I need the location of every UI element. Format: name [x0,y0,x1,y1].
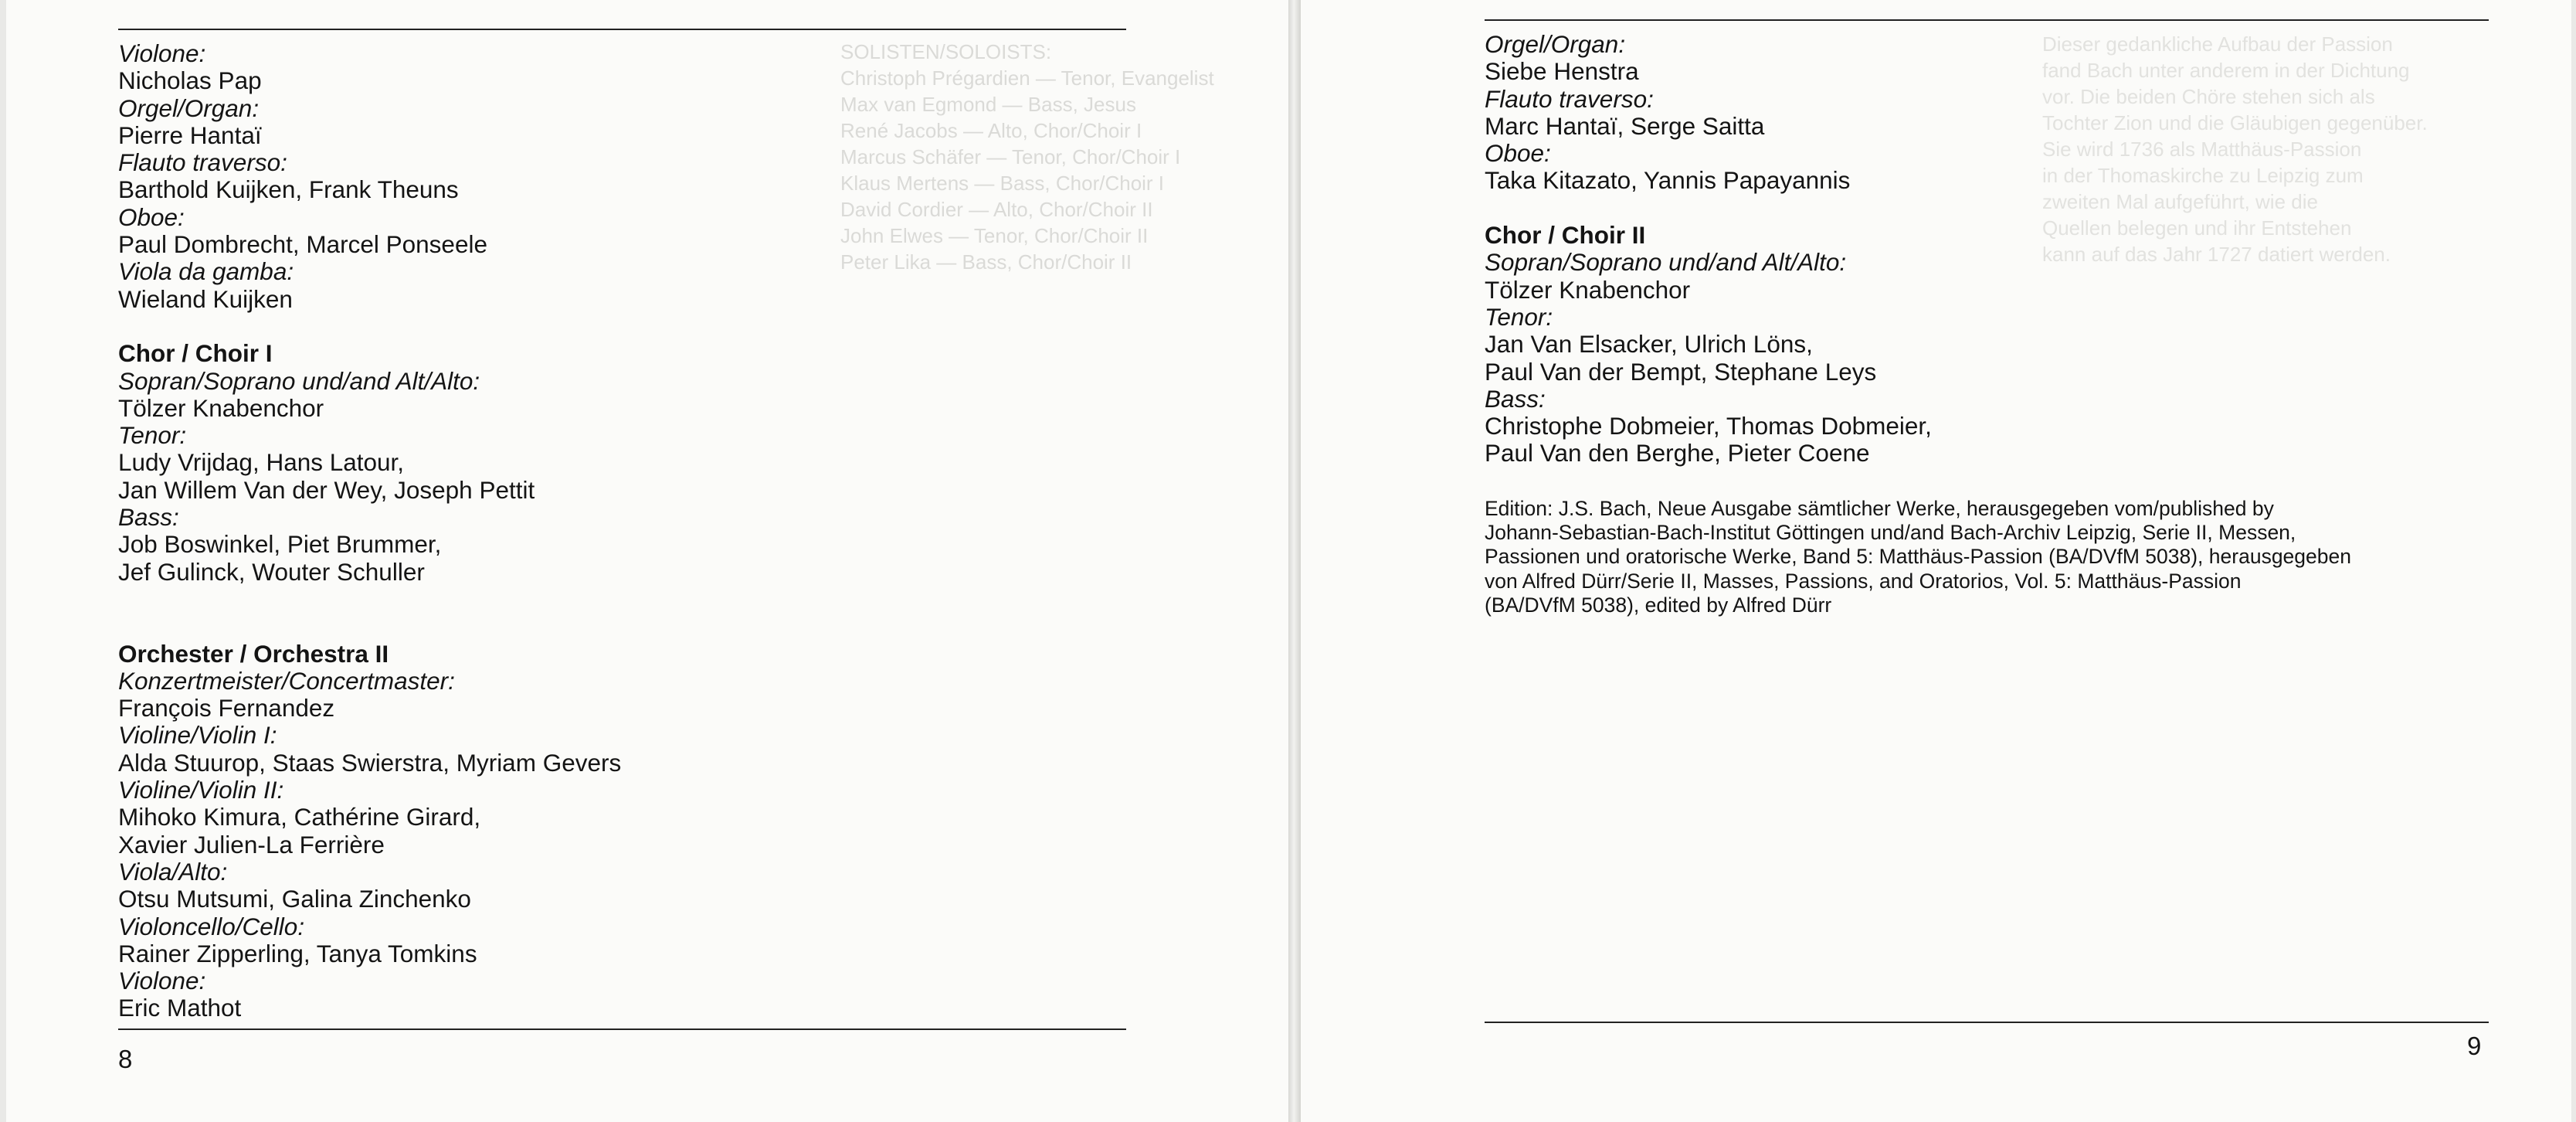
performer-names: Eric Mathot [118,994,242,1022]
performer-names: Siebe Henstra [1485,57,1639,86]
performer-names: Alda Stuurop, Staas Swierstra, Myriam Gevers [118,748,622,777]
right-page [1301,0,2571,1122]
performer-names: Pierre Hantaï [118,121,262,149]
page-number-right: 9 [2467,1032,2482,1060]
performer-names: Tölzer Knabenchor [1485,275,1691,304]
role-label: Tenor: [118,421,187,450]
performer-names: Paul Van den Berghe, Pieter Coene [1485,439,1870,468]
edition-line: Edition: J.S. Bach, Neue Ausgabe sämtlicher Werke, herausgegeben vom/published by [1485,497,2274,520]
top-rule [118,29,1126,30]
role-label: Viola da gamba: [118,257,294,286]
page-number-left: 8 [118,1045,133,1073]
role-label: Violone: [118,967,206,995]
performer-names: Tölzer Knabenchor [118,393,324,422]
role-label: Konzertmeister/Concertmaster: [118,666,455,695]
performer-names: Rainer Zipperling, Tanya Tomkins [118,939,477,967]
performer-names: Ludy Vrijdag, Hans Latour, [118,448,405,477]
section-heading: Chor / Choir I [118,339,273,368]
spacer [118,313,621,340]
performer-names: Wieland Kuijken [118,284,293,313]
performer-names: Mihoko Kimura, Cathérine Girard, [118,803,481,831]
performer-names: Otsu Mutsumi, Galina Zinchenko [118,885,471,913]
section-heading: Orchester / Orchestra II [118,639,389,668]
bottom-rule [1485,1022,2489,1023]
edition-line: von Alfred Dürr/Serie II, Masses, Passions, and Oratorios, Vol. 5: Matthäus-Passion [1485,569,2242,593]
performer-names: Jan Van Elsacker, Ulrich Löns, [1485,330,1813,359]
performer-names: Christophe Dobmeier, Thomas Dobmeier, [1485,412,1932,440]
show-through-text: SOLISTEN/SOLOISTS: Christoph Prégardien — Tenor, Evangelist Max van Egmond — Bass, Jesus René Jacobs — Alto, Chor/Choir I Marcus Schäfer — Tenor, Chor/Choir I Klaus Mertens — Bass, Chor/Choir I David Cordier — Alto, Chor/Choir II John Elwes — Tenor, Chor/Choir II Peter Lika — Bass, Chor/Choir II [840,40,1214,274]
left-credits-column [118,40,621,1022]
performer-names: Job Boswinkel, Piet Brummer, [118,530,442,559]
book-gutter [1288,0,1301,1122]
role-label: Violine/Violin I: [118,721,277,750]
performer-names: Xavier Julien-La Ferrière [118,830,385,858]
role-label: Flauto traverso: [1485,84,1654,113]
performer-names: Jan Willem Van der Wey, Joseph Pettit [118,475,535,504]
performer-names: Barthold Kuijken, Frank Theuns [118,175,459,204]
performer-names: Jef Gulinck, Wouter Schuller [118,557,425,586]
role-label: Viola/Alto: [118,857,228,886]
role-label: Violoncello/Cello: [118,912,305,940]
role-label: Orgel/Organ: [118,94,260,122]
show-through-text: Dieser gedankliche Aufbau der Passion fand Bach unter anderem in der Dichtung vor. Die beiden Chöre stehen sich als Tochter Zion und die Gläubigen gegenüber. Sie wird 1736 als Matthäus-Passion in der Thomaskirche zu Leipzig zum zweiten Mal aufgeführt, wie die Quellen belegen und ihr Entstehen kann auf das Jahr 1727 datiert werden. [2042,32,2428,266]
spacer [1485,195,1932,222]
role-label: Sopran/Soprano und/and Alt/Alto: [1485,248,1847,277]
edition-note [1485,497,2504,617]
role-label: Bass: [1485,384,1546,413]
role-label: Tenor: [1485,302,1553,331]
bottom-rule [118,1028,1126,1030]
role-label: Violone: [118,39,206,67]
role-label: Bass: [118,503,179,532]
role-label: Sopran/Soprano und/and Alt/Alto: [118,366,480,395]
edition-line: Passionen und oratorische Werke, Band 5: Matthäus-Passion (BA/DVfM 5038), herausgegeben [1485,545,2351,569]
role-label: Violine/Violin II: [118,776,284,804]
spacer [118,586,621,641]
performer-names: François Fernandez [118,694,335,722]
section-heading: Chor / Choir II [1485,221,1646,250]
left-page [6,0,1288,1122]
edition-line: Johann-Sebastian-Bach-Institut Göttingen und/and Bach-Archiv Leipzig, Serie II, Messen, [1485,521,2296,545]
role-label: Flauto traverso: [118,148,287,177]
top-rule [1485,19,2489,21]
performer-names: Nicholas Pap [118,66,262,95]
right-credits-column [1485,31,1932,468]
role-label: Orgel/Organ: [1485,30,1626,58]
edition-line: (BA/DVfM 5038), edited by Alfred Dürr [1485,593,1832,617]
role-label: Oboe: [118,202,185,231]
performer-names: Marc Hantaï, Serge Saitta [1485,111,1765,140]
performer-names: Taka Kitazato, Yannis Papayannis [1485,166,1851,195]
performer-names: Paul Dombrecht, Marcel Ponseele [118,230,487,259]
role-label: Oboe: [1485,139,1551,168]
performer-names: Paul Van der Bempt, Stephane Leys [1485,357,1877,386]
